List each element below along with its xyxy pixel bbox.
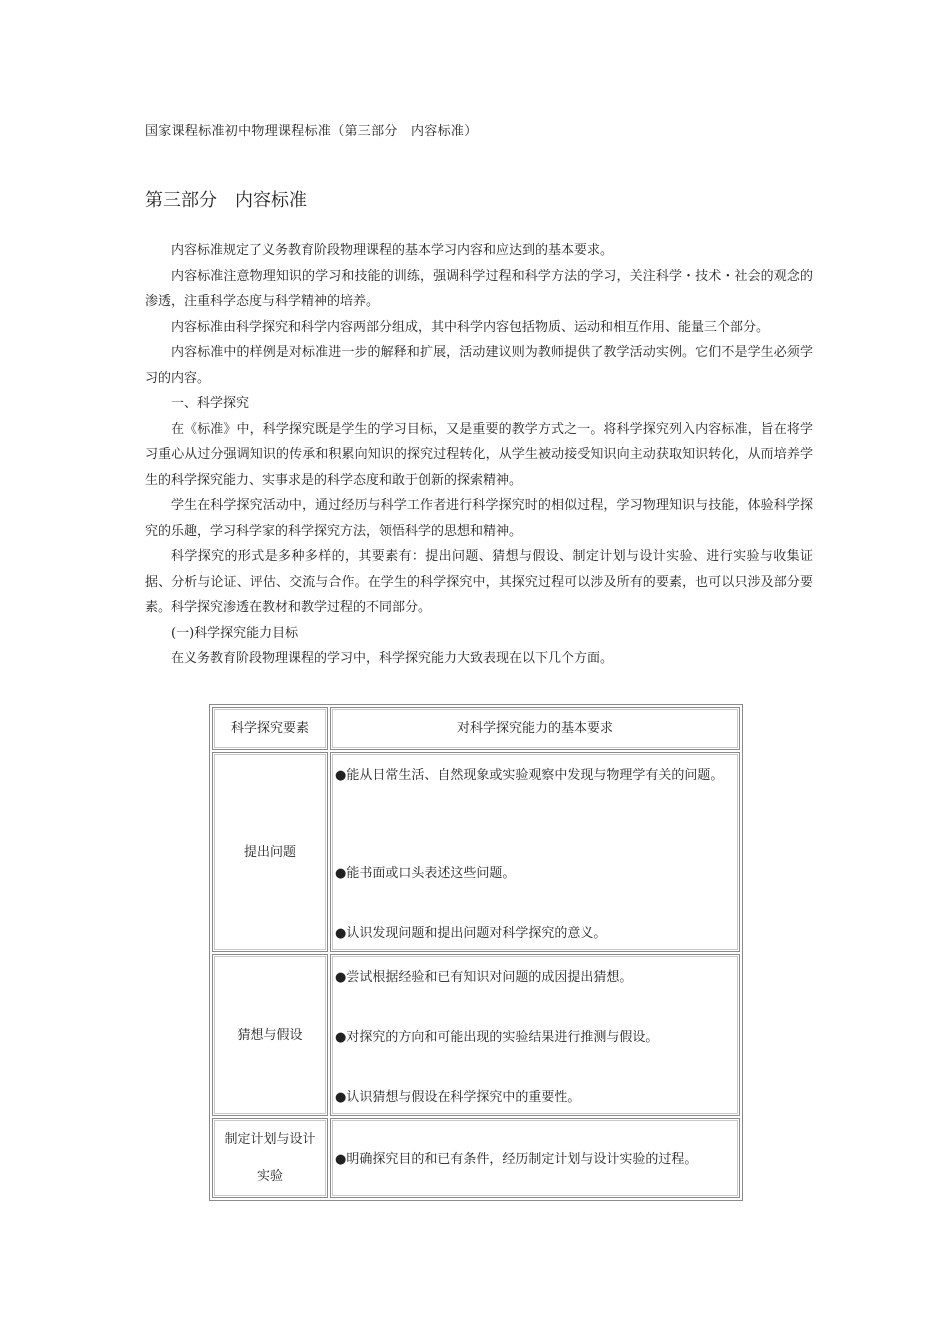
requirement-item: ●明确探究目的和已有条件，经历制定计划与设计实验的过程。 (335, 1152, 698, 1167)
paragraph: 在《标准》中，科学探究既是学生的学习目标，又是重要的教学方式之一。将科学探究列入内容标准，旨在将学习重心从过分强调知识的传承和积累向知识的探究过程转化，从学生被动接受知识向主动获取知识转化，从而培养学生的科学探究能力、实事求是的科学态度和敢于创新的探索精神。 (145, 421, 813, 488)
inquiry-requirements-table (209, 704, 743, 1201)
table-row-requirement-cell (330, 752, 740, 952)
requirement-item: ●尝试根据经验和已有知识对问题的成因提出猜想。 (335, 970, 633, 985)
table-header-cell (330, 707, 740, 750)
requirement-item: ●能书面或口头表述这些问题。 (335, 866, 516, 881)
paragraph: 科学探究的形式是多种多样的，其要素有：提出问题、猜想与假设、制定计划与设计实验、进行实验与收集证据、分析与论证、评估、交流与合作。在学生的科学探究中，其探究过程可以涉及所有的要素，也可以只涉及部分要素。科学探究渗透在教材和教学过程的不同部分。 (145, 549, 813, 615)
section-heading: 第三部分 内容标准 (145, 190, 307, 211)
document-title: 国家课程标准初中物理课程标准（第三部分 内容标准） (145, 124, 478, 139)
requirement-item: ●对探究的方向和可能出现的实验结果进行推测与假设。 (335, 1030, 659, 1045)
requirement-item: ●认识发现问题和提出问题对科学探究的意义。 (335, 926, 607, 941)
subsection-heading: 一、科学探究 (171, 396, 250, 411)
table-row-label-cell (212, 752, 328, 952)
table-row-label-cell (212, 954, 328, 1116)
table-header-cell (212, 707, 328, 750)
header-requirement-label: 对科学探究能力的基本要求 (456, 721, 613, 736)
table-row-label-cell (212, 1118, 328, 1198)
paragraph: 内容标准中的样例是对标准进一步的解释和扩展，活动建议则为教师提供了教学活动实例。它们不是学生必须学习的内容。 (145, 345, 813, 386)
row-element-label: 制定计划与设计实验 (224, 1132, 316, 1184)
subsection-heading: (一)科学探究能力目标 (171, 625, 299, 641)
paragraph: 内容标准注意物理知识的学习和技能的训练，强调科学过程和科学方法的学习，关注科学・技术・社会的观念的渗透，注重科学态度与科学精神的培养。 (145, 268, 813, 309)
paragraph: 内容标准由科学探究和科学内容两部分组成，其中科学内容包括物质、运动和相互作用、能量三个部分。 (171, 319, 770, 335)
row-element-label: 提出问题 (243, 844, 296, 860)
paragraph: 内容标准规定了义务教育阶段物理课程的基本学习内容和应达到的基本要求。 (171, 243, 614, 258)
table-row-requirement-cell (330, 1118, 740, 1198)
table-row-requirement-cell (330, 954, 740, 1116)
requirement-item: ●认识猜想与假设在科学探究中的重要性。 (335, 1090, 581, 1105)
body-text (145, 238, 813, 672)
row-element-label: 猜想与假设 (237, 1027, 303, 1043)
paragraph: 在义务教育阶段物理课程的学习中，科学探究能力大致表现在以下几个方面。 (171, 651, 614, 666)
requirement-item: ●能从日常生活、自然现象或实验观察中发现与物理学有关的问题。 (335, 768, 724, 783)
paragraph: 学生在科学探究活动中，通过经历与科学工作者进行科学探究时的相似过程，学习物理知识与技能，体验科学探究的乐趣，学习科学家的科学探究方法，领悟科学的思想和精神。 (145, 498, 813, 539)
header-element-label: 科学探究要素 (230, 721, 309, 736)
